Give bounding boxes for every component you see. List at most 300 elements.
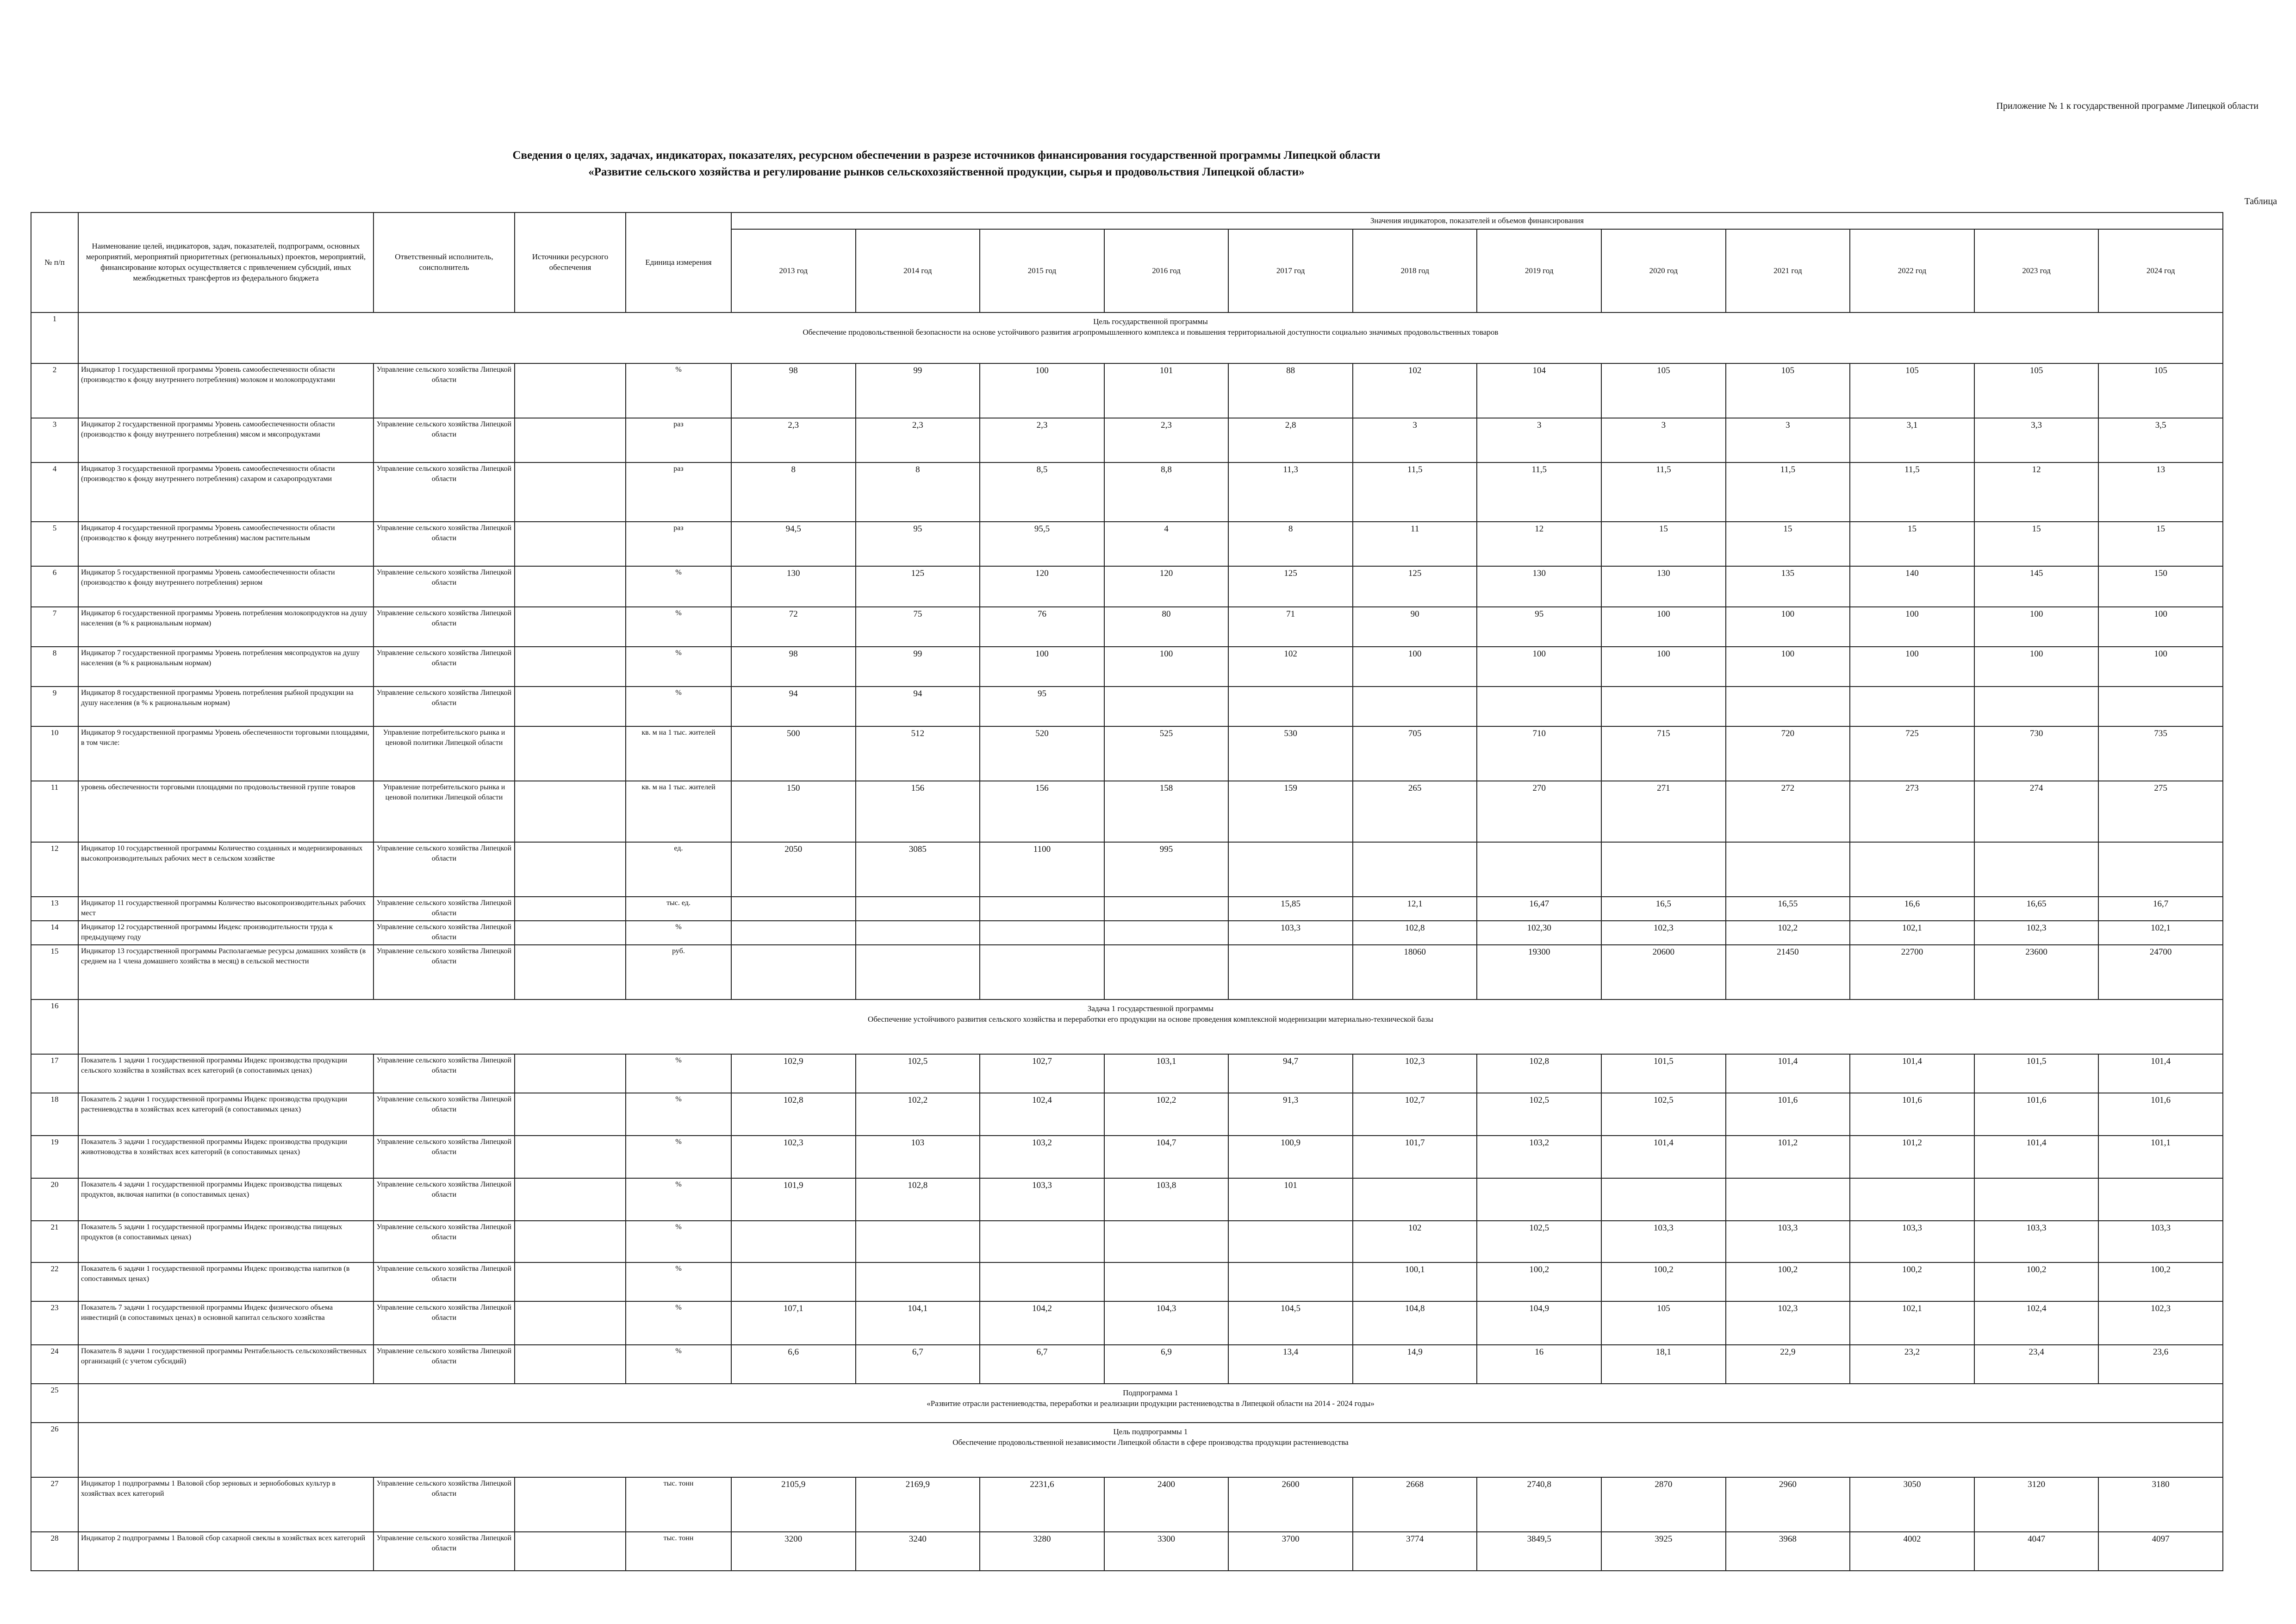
funding-source xyxy=(515,1301,626,1345)
value-cell: 104,8 xyxy=(1353,1301,1477,1345)
unit-of-measure: кв. м на 1 тыс. жителей xyxy=(626,726,731,781)
value-cell: 3,1 xyxy=(1850,418,1974,462)
value-cell: 20600 xyxy=(1601,945,1726,999)
value-cell: 150 xyxy=(731,781,856,842)
value-cell: 100 xyxy=(2098,607,2223,647)
indicator-name: Индикатор 4 государственной программы Уровень самообеспеченности области (производство к фонду внутреннего потребления) маслом растительным xyxy=(78,522,373,566)
value-cell xyxy=(1850,687,1974,726)
value-cell: 100,2 xyxy=(1850,1262,1974,1301)
row-number: 23 xyxy=(31,1301,78,1345)
value-cell: 18060 xyxy=(1353,945,1477,999)
responsible-executor: Управление сельского хозяйства Липецкой области xyxy=(373,1221,515,1262)
value-cell: 100,2 xyxy=(1974,1262,2099,1301)
value-cell: 101,4 xyxy=(2098,1054,2223,1093)
value-cell xyxy=(1353,687,1477,726)
indicator-name: Индикатор 1 государственной программы Уровень самообеспеченности области (производство к фонду внутреннего потребления) молоком и молокопродуктами xyxy=(78,363,373,418)
value-cell: 105 xyxy=(1850,363,1974,418)
funding-source xyxy=(515,566,626,607)
value-cell: 102 xyxy=(1353,363,1477,418)
funding-source xyxy=(515,1221,626,1262)
table-row xyxy=(31,1345,2223,1384)
value-cell: 120 xyxy=(980,566,1104,607)
value-cell: 3 xyxy=(1353,418,1477,462)
value-cell: 159 xyxy=(1228,781,1353,842)
value-cell xyxy=(2098,687,2223,726)
value-cell: 272 xyxy=(1726,781,1850,842)
value-cell: 140 xyxy=(1850,566,1974,607)
value-cell: 15 xyxy=(1974,522,2099,566)
value-cell: 11,5 xyxy=(1601,462,1726,522)
responsible-executor: Управление сельского хозяйства Липецкой области xyxy=(373,462,515,522)
header-year: 2016 год xyxy=(1104,229,1229,312)
value-cell: 103,2 xyxy=(980,1136,1104,1178)
value-cell xyxy=(856,945,980,999)
value-cell: 105 xyxy=(1726,363,1850,418)
funding-source xyxy=(515,462,626,522)
value-cell: 101 xyxy=(1104,363,1229,418)
unit-of-measure: тыс. ед. xyxy=(626,897,731,921)
funding-source xyxy=(515,522,626,566)
section-heading: Цель подпрограммы 1 xyxy=(1113,1427,1188,1436)
table-row xyxy=(31,945,2223,999)
table-row xyxy=(31,687,2223,726)
value-cell: 16,55 xyxy=(1726,897,1850,921)
section-cell xyxy=(78,999,2223,1054)
row-number: 26 xyxy=(31,1423,78,1477)
value-cell xyxy=(856,1262,980,1301)
value-cell: 100,2 xyxy=(1601,1262,1726,1301)
value-cell xyxy=(1974,687,2099,726)
value-cell: 102,3 xyxy=(1353,1054,1477,1093)
value-cell: 530 xyxy=(1228,726,1353,781)
row-number: 11 xyxy=(31,781,78,842)
indicator-name: Показатель 4 задачи 1 государственной программы Индекс производства пищевых продуктов, включая напитки (в сопоставимых ценах) xyxy=(78,1178,373,1221)
value-cell: 720 xyxy=(1726,726,1850,781)
value-cell: 104,3 xyxy=(1104,1301,1229,1345)
row-number: 25 xyxy=(31,1384,78,1423)
value-cell: 100 xyxy=(980,363,1104,418)
value-cell: 95 xyxy=(980,687,1104,726)
value-cell: 4 xyxy=(1104,522,1229,566)
value-cell: 99 xyxy=(856,647,980,687)
responsible-executor: Управление сельского хозяйства Липецкой области xyxy=(373,842,515,897)
value-cell: 120 xyxy=(1104,566,1229,607)
unit-of-measure: руб. xyxy=(626,945,731,999)
row-number: 15 xyxy=(31,945,78,999)
value-cell: 102,8 xyxy=(731,1093,856,1136)
value-cell: 8,8 xyxy=(1104,462,1229,522)
value-cell: 3,3 xyxy=(1974,418,2099,462)
value-cell: 100 xyxy=(1850,647,1974,687)
value-cell: 103,2 xyxy=(1477,1136,1601,1178)
table-row xyxy=(31,607,2223,647)
header-num: № п/п xyxy=(31,212,78,312)
unit-of-measure: % xyxy=(626,1262,731,1301)
unit-of-measure: % xyxy=(626,1345,731,1384)
value-cell xyxy=(731,945,856,999)
value-cell: 2740,8 xyxy=(1477,1477,1601,1532)
section-row xyxy=(31,999,2223,1054)
funding-source xyxy=(515,1477,626,1532)
funding-source xyxy=(515,921,626,945)
value-cell: 95,5 xyxy=(980,522,1104,566)
row-number: 19 xyxy=(31,1136,78,1178)
value-cell: 72 xyxy=(731,607,856,647)
header-year: 2021 год xyxy=(1726,229,1850,312)
responsible-executor: Управление сельского хозяйства Липецкой области xyxy=(373,687,515,726)
value-cell: 94 xyxy=(856,687,980,726)
value-cell: 100 xyxy=(1601,607,1726,647)
responsible-executor: Управление сельского хозяйства Липецкой области xyxy=(373,566,515,607)
indicator-name: Индикатор 6 государственной программы Уровень потребления молокопродуктов на душу населения (в % к рациональным нормам) xyxy=(78,607,373,647)
value-cell: 158 xyxy=(1104,781,1229,842)
value-cell: 100,1 xyxy=(1353,1262,1477,1301)
value-cell: 100 xyxy=(1850,607,1974,647)
section-heading: Цель государственной программы xyxy=(1093,317,1208,326)
value-cell: 135 xyxy=(1726,566,1850,607)
value-cell: 102,4 xyxy=(1974,1301,2099,1345)
value-cell: 6,9 xyxy=(1104,1345,1229,1384)
value-cell: 101,4 xyxy=(1726,1054,1850,1093)
unit-of-measure: кв. м на 1 тыс. жителей xyxy=(626,781,731,842)
value-cell: 11 xyxy=(1353,522,1477,566)
funding-source xyxy=(515,607,626,647)
value-cell: 103,1 xyxy=(1104,1054,1229,1093)
value-cell: 3120 xyxy=(1974,1477,2099,1532)
indicator-name: Индикатор 7 государственной программы Уровень потребления мясопродуктов на душу населения (в % к рациональным нормам) xyxy=(78,647,373,687)
value-cell: 11,5 xyxy=(1726,462,1850,522)
funding-source xyxy=(515,1532,626,1571)
unit-of-measure: % xyxy=(626,1136,731,1178)
value-cell: 16,7 xyxy=(2098,897,2223,921)
appendix-note: Приложение № 1 к государственной программе Липецкой области xyxy=(1996,101,2259,111)
value-cell xyxy=(1104,1221,1229,1262)
header-year: 2015 год xyxy=(980,229,1104,312)
value-cell: 16 xyxy=(1477,1345,1601,1384)
value-cell: 2050 xyxy=(731,842,856,897)
value-cell xyxy=(731,921,856,945)
indicator-name: Индикатор 2 государственной программы Уровень самообеспеченности области (производство к фонду внутреннего потребления) мясом и мясопродуктами xyxy=(78,418,373,462)
indicator-name: Индикатор 8 государственной программы Уровень потребления рыбной продукции на душу населения (в % к рациональным нормам) xyxy=(78,687,373,726)
section-heading: Подпрограмма 1 xyxy=(1123,1388,1178,1397)
value-cell: 13,4 xyxy=(1228,1345,1353,1384)
unit-of-measure: % xyxy=(626,363,731,418)
value-cell: 3085 xyxy=(856,842,980,897)
responsible-executor: Управление сельского хозяйства Липецкой области xyxy=(373,522,515,566)
header-year: 2023 год xyxy=(1974,229,2099,312)
row-number: 28 xyxy=(31,1532,78,1571)
value-cell: 103 xyxy=(856,1136,980,1178)
value-cell xyxy=(1850,842,1974,897)
value-cell xyxy=(1228,1221,1353,1262)
value-cell: 500 xyxy=(731,726,856,781)
value-cell: 100 xyxy=(1477,647,1601,687)
table-row xyxy=(31,1262,2223,1301)
value-cell xyxy=(1974,842,2099,897)
value-cell: 100 xyxy=(1601,647,1726,687)
value-cell: 3200 xyxy=(731,1532,856,1571)
value-cell: 101,2 xyxy=(1850,1136,1974,1178)
value-cell: 12,1 xyxy=(1353,897,1477,921)
row-number: 1 xyxy=(31,312,78,363)
unit-of-measure: % xyxy=(626,1178,731,1221)
table-row xyxy=(31,781,2223,842)
unit-of-measure: % xyxy=(626,1221,731,1262)
value-cell: 2231,6 xyxy=(980,1477,1104,1532)
document-title xyxy=(139,147,1754,181)
table-row xyxy=(31,726,2223,781)
row-number: 7 xyxy=(31,607,78,647)
value-cell: 102,7 xyxy=(980,1054,1104,1093)
value-cell: 16,65 xyxy=(1974,897,2099,921)
value-cell: 725 xyxy=(1850,726,1974,781)
row-number: 18 xyxy=(31,1093,78,1136)
value-cell: 8 xyxy=(731,462,856,522)
value-cell: 3050 xyxy=(1850,1477,1974,1532)
row-number: 5 xyxy=(31,522,78,566)
value-cell: 730 xyxy=(1974,726,2099,781)
value-cell: 101,1 xyxy=(2098,1136,2223,1178)
section-row xyxy=(31,1423,2223,1477)
value-cell: 15 xyxy=(2098,522,2223,566)
value-cell: 102,30 xyxy=(1477,921,1601,945)
value-cell: 130 xyxy=(1477,566,1601,607)
value-cell: 107,1 xyxy=(731,1301,856,1345)
value-cell: 23,4 xyxy=(1974,1345,2099,1384)
header-name: Наименование целей, индикаторов, задач, показателей, подпрограмм, основных мероприятий, мероприятий приоритетных (региональных) проектов, мероприятий, финансирование которых осуществляется с привлечением субсидий, иных межбюджетных трансфертов из федерального бюджета xyxy=(78,212,373,312)
value-cell: 265 xyxy=(1353,781,1477,842)
row-number: 20 xyxy=(31,1178,78,1221)
value-cell xyxy=(1477,1178,1601,1221)
section-heading: Задача 1 государственной программы xyxy=(1087,1004,1214,1013)
unit-of-measure: тыс. тонн xyxy=(626,1477,731,1532)
value-cell: 16,47 xyxy=(1477,897,1601,921)
title-line-2: «Развитие сельского хозяйства и регулирование рынков сельскохозяйственной продукции, сырья и продовольствия Липецкой области» xyxy=(588,166,1305,179)
value-cell: 102,3 xyxy=(1974,921,2099,945)
value-cell: 102,1 xyxy=(1850,921,1974,945)
row-number: 10 xyxy=(31,726,78,781)
value-cell: 101,6 xyxy=(1726,1093,1850,1136)
funding-source xyxy=(515,363,626,418)
value-cell xyxy=(731,1221,856,1262)
indicators-table xyxy=(31,212,2223,1571)
value-cell: 2,3 xyxy=(1104,418,1229,462)
value-cell: 101,5 xyxy=(1601,1054,1726,1093)
unit-of-measure: раз xyxy=(626,462,731,522)
table-row xyxy=(31,462,2223,522)
value-cell: 104,9 xyxy=(1477,1301,1601,1345)
value-cell xyxy=(1104,687,1229,726)
table-label: Таблица xyxy=(2244,196,2277,206)
value-cell xyxy=(1850,1178,1974,1221)
header-unit: Единица измерения xyxy=(626,212,731,312)
funding-source xyxy=(515,687,626,726)
indicator-name: уровень обеспеченности торговыми площадями по продовольственной группе товаров xyxy=(78,781,373,842)
value-cell: 3300 xyxy=(1104,1532,1229,1571)
value-cell: 101,6 xyxy=(1974,1093,2099,1136)
value-cell xyxy=(856,1221,980,1262)
funding-source xyxy=(515,418,626,462)
value-cell: 274 xyxy=(1974,781,2099,842)
funding-source xyxy=(515,647,626,687)
header-year: 2024 год xyxy=(2098,229,2223,312)
value-cell: 6,7 xyxy=(856,1345,980,1384)
header-sources: Источники ресурсного обеспечения xyxy=(515,212,626,312)
value-cell: 2870 xyxy=(1601,1477,1726,1532)
value-cell: 102,5 xyxy=(856,1054,980,1093)
row-number: 14 xyxy=(31,921,78,945)
unit-of-measure: ед. xyxy=(626,842,731,897)
table-row xyxy=(31,647,2223,687)
value-cell: 102,3 xyxy=(2098,1301,2223,1345)
value-cell: 273 xyxy=(1850,781,1974,842)
value-cell: 102,5 xyxy=(1477,1093,1601,1136)
value-cell: 156 xyxy=(980,781,1104,842)
responsible-executor: Управление потребительского рынка и ценовой политики Липецкой области xyxy=(373,781,515,842)
value-cell: 102 xyxy=(1228,647,1353,687)
value-cell: 3925 xyxy=(1601,1532,1726,1571)
responsible-executor: Управление сельского хозяйства Липецкой области xyxy=(373,1093,515,1136)
responsible-executor: Управление сельского хозяйства Липецкой области xyxy=(373,921,515,945)
value-cell xyxy=(1477,842,1601,897)
value-cell: 22,9 xyxy=(1726,1345,1850,1384)
value-cell: 99 xyxy=(856,363,980,418)
responsible-executor: Управление сельского хозяйства Липецкой области xyxy=(373,897,515,921)
indicator-name: Индикатор 2 подпрограммы 1 Валовой сбор сахарной свеклы в хозяйствах всех категорий xyxy=(78,1532,373,1571)
funding-source xyxy=(515,842,626,897)
value-cell xyxy=(1726,687,1850,726)
value-cell: 101,2 xyxy=(1726,1136,1850,1178)
table-row xyxy=(31,842,2223,897)
value-cell: 6,7 xyxy=(980,1345,1104,1384)
table-row xyxy=(31,566,2223,607)
value-cell: 14,9 xyxy=(1353,1345,1477,1384)
value-cell: 3 xyxy=(1477,418,1601,462)
value-cell xyxy=(1601,687,1726,726)
funding-source xyxy=(515,726,626,781)
section-text: Обеспечение продовольственной безопасности на основе устойчивого развития агропромышленного комплекса и повышения территориальной доступности социально значимых продовольственных товаров xyxy=(803,327,1499,337)
value-cell: 22700 xyxy=(1850,945,1974,999)
value-cell: 150 xyxy=(2098,566,2223,607)
value-cell xyxy=(1726,1178,1850,1221)
value-cell: 735 xyxy=(2098,726,2223,781)
header-year: 2018 год xyxy=(1353,229,1477,312)
value-cell: 11,5 xyxy=(1477,462,1601,522)
responsible-executor: Управление сельского хозяйства Липецкой области xyxy=(373,418,515,462)
indicator-name: Индикатор 11 государственной программы Количество высокопроизводительных рабочих мест xyxy=(78,897,373,921)
value-cell: 6,6 xyxy=(731,1345,856,1384)
value-cell xyxy=(1104,945,1229,999)
row-number: 13 xyxy=(31,897,78,921)
value-cell: 18,1 xyxy=(1601,1345,1726,1384)
value-cell xyxy=(1601,1178,1726,1221)
value-cell: 2,3 xyxy=(856,418,980,462)
table-row xyxy=(31,1054,2223,1093)
value-cell: 103,3 xyxy=(980,1178,1104,1221)
value-cell xyxy=(731,1262,856,1301)
value-cell xyxy=(980,1221,1104,1262)
section-text: Обеспечение устойчивого развития сельского хозяйства и переработки его продукции на основе проведения комплексной модернизации материально-технической базы xyxy=(868,1014,1433,1024)
value-cell: 101,7 xyxy=(1353,1136,1477,1178)
value-cell: 105 xyxy=(1974,363,2099,418)
value-cell: 100 xyxy=(1104,647,1229,687)
indicator-name: Показатель 2 задачи 1 государственной программы Индекс производства продукции растениеводства в хозяйствах всех категорий (в сопоставимых ценах) xyxy=(78,1093,373,1136)
value-cell: 88 xyxy=(1228,363,1353,418)
value-cell: 75 xyxy=(856,607,980,647)
table-row xyxy=(31,1532,2223,1571)
value-cell: 3,5 xyxy=(2098,418,2223,462)
value-cell: 995 xyxy=(1104,842,1229,897)
responsible-executor: Управление сельского хозяйства Липецкой области xyxy=(373,1532,515,1571)
value-cell: 100 xyxy=(2098,647,2223,687)
section-row xyxy=(31,312,2223,363)
indicator-name: Индикатор 13 государственной программы Располагаемые ресурсы домашних хозяйств (в среднем на 1 члена домашнего хозяйства в месяц) в сельской местности xyxy=(78,945,373,999)
value-cell: 105 xyxy=(2098,363,2223,418)
value-cell: 19300 xyxy=(1477,945,1601,999)
value-cell: 13 xyxy=(2098,462,2223,522)
unit-of-measure: % xyxy=(626,1054,731,1093)
funding-source xyxy=(515,1262,626,1301)
value-cell: 100 xyxy=(1353,647,1477,687)
header-year: 2020 год xyxy=(1601,229,1726,312)
indicator-name: Индикатор 1 подпрограммы 1 Валовой сбор зерновых и зернобобовых культур в хозяйствах всех категорий xyxy=(78,1477,373,1532)
responsible-executor: Управление сельского хозяйства Липецкой области xyxy=(373,945,515,999)
value-cell: 104,1 xyxy=(856,1301,980,1345)
value-cell: 16,6 xyxy=(1850,897,1974,921)
value-cell: 2600 xyxy=(1228,1477,1353,1532)
unit-of-measure: % xyxy=(626,921,731,945)
row-number: 21 xyxy=(31,1221,78,1262)
title-line-1: Сведения о целях, задачах, индикаторах, показателях, ресурсном обеспечении в разрезе источников финансирования государственной программы Липецкой области xyxy=(512,149,1381,162)
responsible-executor: Управление сельского хозяйства Липецкой области xyxy=(373,1178,515,1221)
value-cell: 102,1 xyxy=(1850,1301,1974,1345)
value-cell: 102,2 xyxy=(1726,921,1850,945)
value-cell: 105 xyxy=(1601,1301,1726,1345)
header-year: 2019 год xyxy=(1477,229,1601,312)
value-cell: 104,2 xyxy=(980,1301,1104,1345)
value-cell xyxy=(1228,842,1353,897)
value-cell: 100,2 xyxy=(1477,1262,1601,1301)
value-cell: 15,85 xyxy=(1228,897,1353,921)
unit-of-measure: % xyxy=(626,647,731,687)
value-cell: 3774 xyxy=(1353,1532,1477,1571)
value-cell xyxy=(1228,945,1353,999)
value-cell: 100 xyxy=(1726,647,1850,687)
value-cell: 102,9 xyxy=(731,1054,856,1093)
value-cell: 102 xyxy=(1353,1221,1477,1262)
value-cell: 104,7 xyxy=(1104,1136,1229,1178)
value-cell: 4002 xyxy=(1850,1532,1974,1571)
value-cell: 125 xyxy=(1228,566,1353,607)
value-cell xyxy=(1104,897,1229,921)
value-cell: 98 xyxy=(731,647,856,687)
value-cell: 125 xyxy=(856,566,980,607)
value-cell xyxy=(1477,687,1601,726)
value-cell: 98 xyxy=(731,363,856,418)
value-cell: 275 xyxy=(2098,781,2223,842)
funding-source xyxy=(515,1054,626,1093)
table-row xyxy=(31,1136,2223,1178)
funding-source xyxy=(515,1136,626,1178)
indicator-name: Индикатор 10 государственной программы Количество созданных и модернизированных высокопроизводительных рабочих мест в сельском хозяйстве xyxy=(78,842,373,897)
indicator-name: Индикатор 9 государственной программы Уровень обеспеченности торговыми площадями, в том числе: xyxy=(78,726,373,781)
value-cell: 4047 xyxy=(1974,1532,2099,1571)
value-cell: 705 xyxy=(1353,726,1477,781)
value-cell: 8 xyxy=(856,462,980,522)
value-cell: 95 xyxy=(1477,607,1601,647)
value-cell: 2,8 xyxy=(1228,418,1353,462)
value-cell: 103,3 xyxy=(1601,1221,1726,1262)
